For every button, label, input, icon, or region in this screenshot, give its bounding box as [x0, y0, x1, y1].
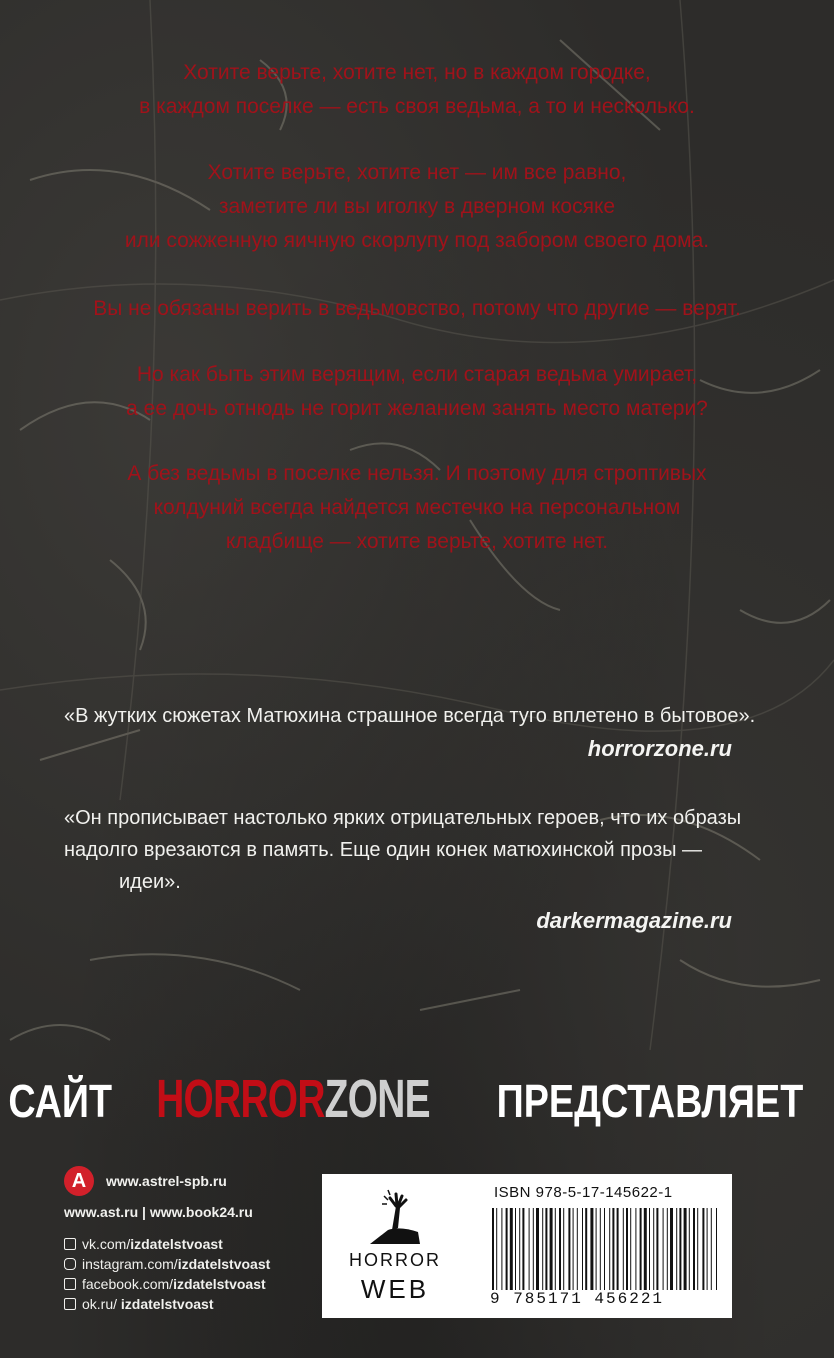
barcode-bar — [626, 1208, 628, 1290]
barcode — [490, 1208, 722, 1290]
barcode-bar — [689, 1208, 690, 1290]
barcode-bar — [693, 1208, 695, 1290]
barcode-bar — [612, 1208, 614, 1290]
barcode-bar — [568, 1208, 570, 1290]
brand-red-text: HORROR — [156, 1069, 325, 1129]
blurb-line: Вы не обязаны верить в ведьмовство, потому что другие — верят. — [93, 297, 741, 320]
social-handle: izdatelstvoast — [177, 1256, 271, 1272]
barcode-bar — [644, 1208, 647, 1290]
barcode-bar — [492, 1208, 494, 1290]
barcode-bar — [716, 1208, 717, 1290]
barcode-bar — [559, 1208, 561, 1290]
vk-icon — [64, 1238, 76, 1250]
barcode-bar — [711, 1208, 712, 1290]
barcode-bar — [679, 1208, 681, 1290]
barcode-bar — [550, 1208, 553, 1290]
barcode-bar — [609, 1208, 610, 1290]
hand-from-grave-icon — [340, 1188, 450, 1248]
barcode-bar — [510, 1208, 513, 1290]
quote-line: идеи». — [119, 871, 181, 893]
blurb-paragraph-3 — [40, 292, 794, 326]
publisher-site-2[interactable]: www.ast.ru | www.book24.ru — [64, 1204, 253, 1220]
blurb-line: кладбище — хотите верьте, хотите нет. — [225, 530, 609, 553]
blurb-paragraph-2 — [40, 156, 794, 258]
banner-left-text: САЙТ — [8, 1075, 112, 1127]
barcode-bar — [656, 1208, 658, 1290]
barcode-bar — [533, 1208, 534, 1290]
series-line-2: WEB — [360, 1274, 430, 1304]
review-source-1: horrorzone.ru — [587, 736, 732, 761]
barcode-bar — [519, 1208, 520, 1290]
social-prefix: vk.com/ — [82, 1236, 131, 1252]
barcode-bar — [623, 1208, 624, 1290]
barcode-bar — [653, 1208, 654, 1290]
barcode-bar — [563, 1208, 564, 1290]
barcode-bar — [604, 1208, 605, 1290]
barcode-bar — [630, 1208, 631, 1290]
horror-web-logo — [340, 1188, 450, 1308]
barcode-bar — [600, 1208, 601, 1290]
barcode-bar — [667, 1208, 668, 1290]
social-prefix: instagram.com/ — [82, 1256, 178, 1272]
barcode-bar — [640, 1208, 642, 1290]
social-link-ok[interactable] — [64, 1296, 214, 1312]
blurb-line: или сожженную яичную скорлупу под забором своего дома. — [124, 229, 710, 252]
blurb-line: Но как быть этим верящим, если старая ведьма умирает, — [136, 363, 698, 386]
blurb-line: в каждом поселке — есть своя ведьма, а то и несколько. — [139, 95, 695, 118]
blurb-line: заметите ли вы иголку в дверном косяке — [218, 195, 616, 218]
social-prefix: ok.ru/ — [82, 1296, 121, 1312]
barcode-bar — [506, 1208, 508, 1290]
barcode-bar — [582, 1208, 583, 1290]
barcode-bar — [590, 1208, 593, 1290]
barcode-bar — [496, 1208, 497, 1290]
barcode-bar — [577, 1208, 578, 1290]
barcode-bar — [555, 1208, 556, 1290]
barcode-bar — [536, 1208, 539, 1290]
blurb-paragraph-5 — [40, 457, 794, 559]
barcode-bar — [649, 1208, 650, 1290]
review-quote-1 — [64, 700, 764, 732]
barcode-bar — [635, 1208, 636, 1290]
barcode-bar — [596, 1208, 597, 1290]
blurb-line: а ее дочь отнюдь не горит желанием занять место матери? — [126, 397, 708, 420]
ast-logo-icon: A — [64, 1166, 94, 1196]
horrorzone-logo — [156, 1068, 430, 1130]
blurb-line: колдуний всегда найдется местечко на персональном — [153, 496, 681, 519]
blurb-paragraph-1 — [40, 56, 794, 124]
blurb-line: А без ведьмы в поселке нельзя. И поэтому для строптивых — [127, 462, 707, 485]
barcode-bar — [501, 1208, 502, 1290]
barcode-bar — [670, 1208, 673, 1290]
quote-line: «Он прописывает настолько ярких отрицательных героев, что их образы — [64, 807, 742, 829]
review-source-2: darkermagazine.ru — [536, 908, 732, 933]
blurb-paragraph-4 — [40, 358, 794, 426]
barcode-bar — [617, 1208, 619, 1290]
series-line-1: HORROR — [349, 1250, 441, 1270]
barcode-bar — [545, 1208, 547, 1290]
publisher-site-1[interactable]: www.astrel-spb.ru — [106, 1173, 227, 1189]
barcode-bar — [684, 1208, 687, 1290]
social-link-vk[interactable] — [64, 1236, 223, 1252]
social-handle: izdatelstvoast — [120, 1296, 214, 1312]
barcode-bar — [702, 1208, 704, 1290]
brand-grey-text: ZONE — [324, 1069, 431, 1129]
barcode-bar — [529, 1208, 530, 1290]
barcode-bar — [522, 1208, 524, 1290]
blurb-line: Хотите верьте, хотите нет — им все равно, — [207, 161, 627, 184]
barcode-number: 9 785171 456221 — [490, 1290, 665, 1308]
barcode-bar — [573, 1208, 574, 1290]
social-handle: izdatelstvoast — [130, 1236, 223, 1252]
barcode-panel — [322, 1174, 732, 1318]
ok-icon — [64, 1298, 76, 1310]
barcode-bar — [515, 1208, 516, 1290]
social-prefix: facebook.com/ — [82, 1276, 174, 1292]
social-link-facebook[interactable] — [64, 1276, 266, 1292]
horrorzone-banner — [0, 1068, 834, 1138]
banner-right-text: ПРЕДСТАВЛЯЕТ — [496, 1075, 804, 1127]
barcode-bar — [697, 1208, 698, 1290]
barcode-bar — [542, 1208, 543, 1290]
quote-line: «В жутких сюжетах Матюхина страшное всегда туго вплетено в бытовое». — [64, 705, 756, 727]
barcode-bar — [585, 1208, 587, 1290]
review-quote-2 — [64, 802, 784, 898]
barcode-bar — [663, 1208, 664, 1290]
quote-line: надолго врезаются в память. Еще один конек матюхинской прозы — — [64, 839, 703, 861]
barcode-bar — [676, 1208, 677, 1290]
barcode-bar — [707, 1208, 708, 1290]
isbn-text: ISBN 978-5-17-145622-1 — [494, 1184, 673, 1201]
facebook-icon — [64, 1278, 76, 1290]
social-link-instagram[interactable] — [64, 1256, 270, 1272]
social-handle: izdatelstvoast — [173, 1276, 266, 1292]
blurb-line: Хотите верьте, хотите нет, но в каждом городке, — [183, 61, 651, 84]
instagram-icon — [64, 1258, 76, 1270]
